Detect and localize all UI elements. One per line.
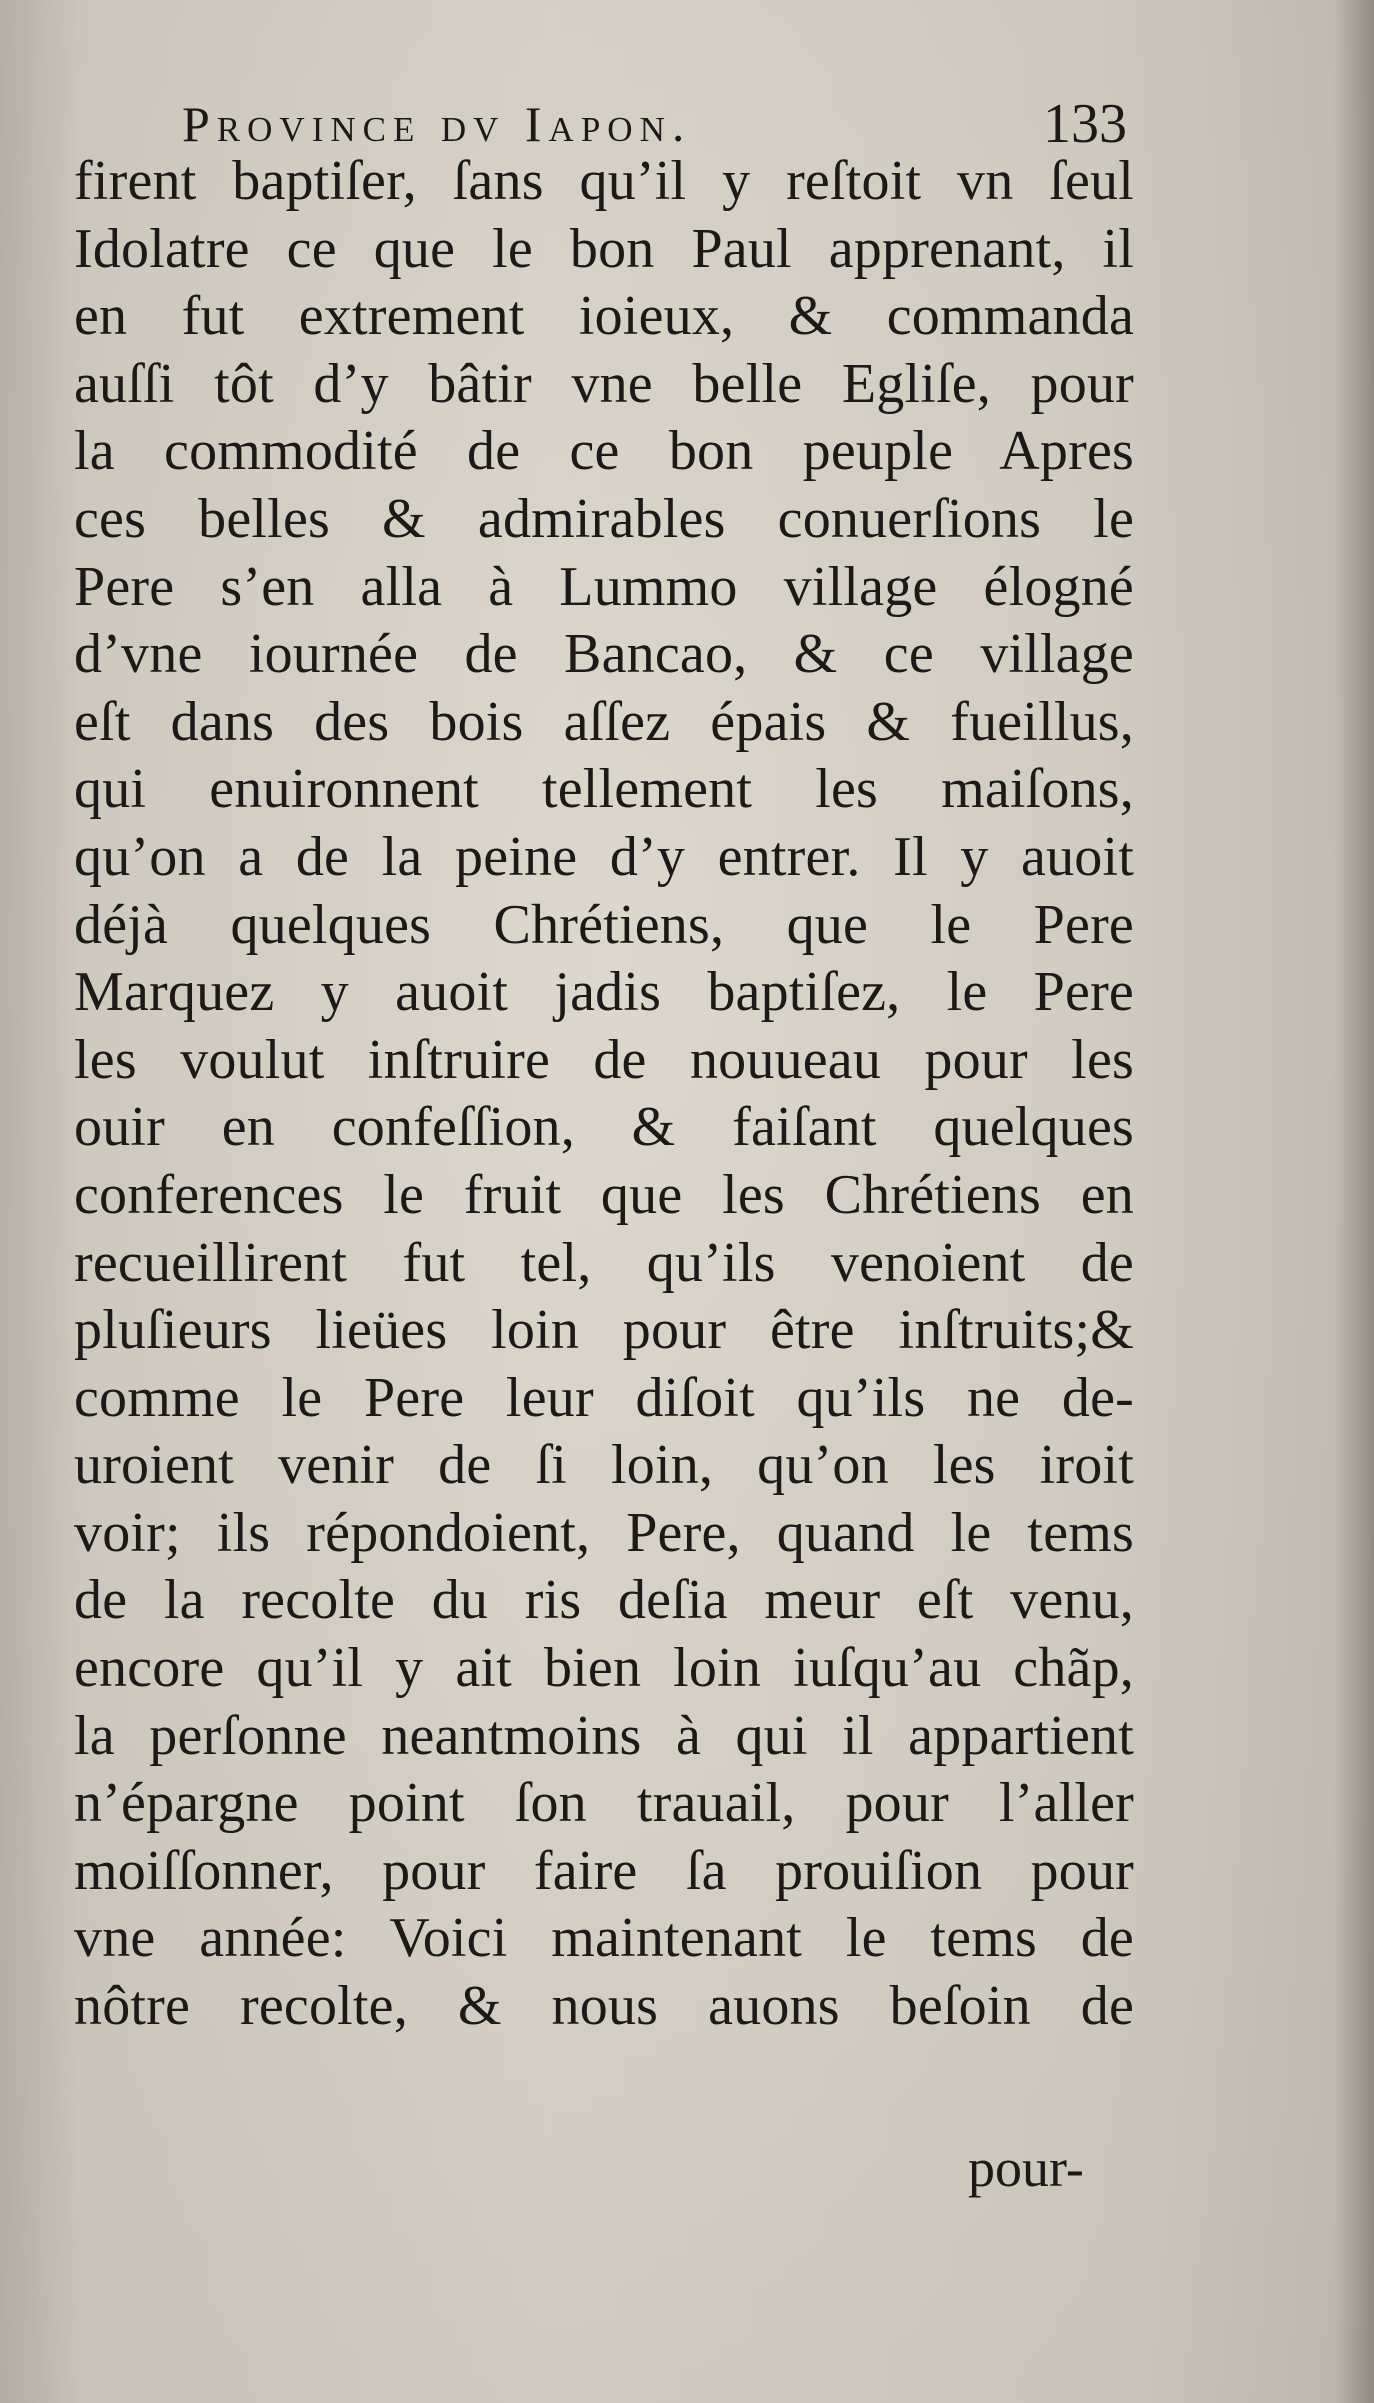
text-line-2: Idolatre ce que le bon Paul apprenant, il xyxy=(74,217,1134,280)
text-line-16: conferences le fruit que les Chrétiens en xyxy=(74,1163,1134,1226)
page-number: 133 xyxy=(1043,93,1127,155)
text-line-25: n’épargne point ſon trauail, pour l’aller xyxy=(74,1772,1134,1835)
text-line-21: voir; ils répondoient, Pere, quand le tems xyxy=(74,1501,1134,1564)
text-line-26: moiſſonner, pour faire ſa prouiſion pour xyxy=(74,1839,1134,1902)
body-text xyxy=(74,148,1134,2041)
text-line-27: vne année: Voici maintenant le tems de xyxy=(74,1907,1134,1970)
page-edge-shadow xyxy=(1334,0,1374,2403)
text-line-13: Marquez y auoit jadis baptiſez, le Pere xyxy=(74,961,1134,1024)
text-line-18: pluſieurs lieües loin pour être inſtruits;& xyxy=(74,1299,1134,1362)
text-line-3: en fut extrement ioieux, & commanda xyxy=(74,285,1134,348)
text-line-24: la perſonne neantmoins à qui il appartient xyxy=(74,1704,1134,1767)
text-line-28: nôtre recolte, & nous auons beſoin de xyxy=(74,1975,1134,2038)
text-line-22: de la recolte du ris deſia meur eſt venu, xyxy=(74,1569,1134,1632)
text-line-1: firent baptiſer, ſans qu’il y reſtoit vn ſeul xyxy=(74,150,1134,212)
text-line-11: qu’on a de la peine d’y entrer. Il y auoit xyxy=(74,825,1134,888)
text-line-8: d’vne iournée de Bancao, & ce village xyxy=(74,623,1134,686)
text-line-5: la commodité de ce bon peuple Apres xyxy=(74,420,1134,483)
running-title: Province dv Iapon. xyxy=(182,96,692,152)
text-line-7: Pere s’en alla à Lummo village élogné xyxy=(74,555,1134,618)
catchword: pour- xyxy=(968,2138,1084,2198)
text-line-15: ouir en confeſſion, & faiſant quelques xyxy=(74,1096,1134,1159)
text-line-9: eſt dans des bois aſſez épais & fueillus, xyxy=(74,690,1134,753)
text-line-14: les voulut inſtruire de nouueau pour les xyxy=(74,1028,1134,1091)
text-line-20: uroient venir de ſi loin, qu’on les iroit xyxy=(74,1434,1134,1497)
text-line-4: auſſi tôt d’y bâtir vne belle Egliſe, pour xyxy=(74,352,1134,415)
text-line-6: ces belles & admirables conuerſions le xyxy=(74,487,1134,550)
text-line-10: qui enuironnent tellement les maiſons, xyxy=(74,758,1134,821)
text-line-23: encore qu’il y ait bien loin iuſqu’au chãp, xyxy=(74,1637,1134,1700)
text-line-17: recueillirent fut tel, qu’ils venoient de xyxy=(74,1231,1134,1294)
text-line-19: comme le Pere leur diſoit qu’ils ne de- xyxy=(74,1366,1134,1429)
text-line-12: déjà quelques Chrétiens, que le Pere xyxy=(74,893,1134,956)
